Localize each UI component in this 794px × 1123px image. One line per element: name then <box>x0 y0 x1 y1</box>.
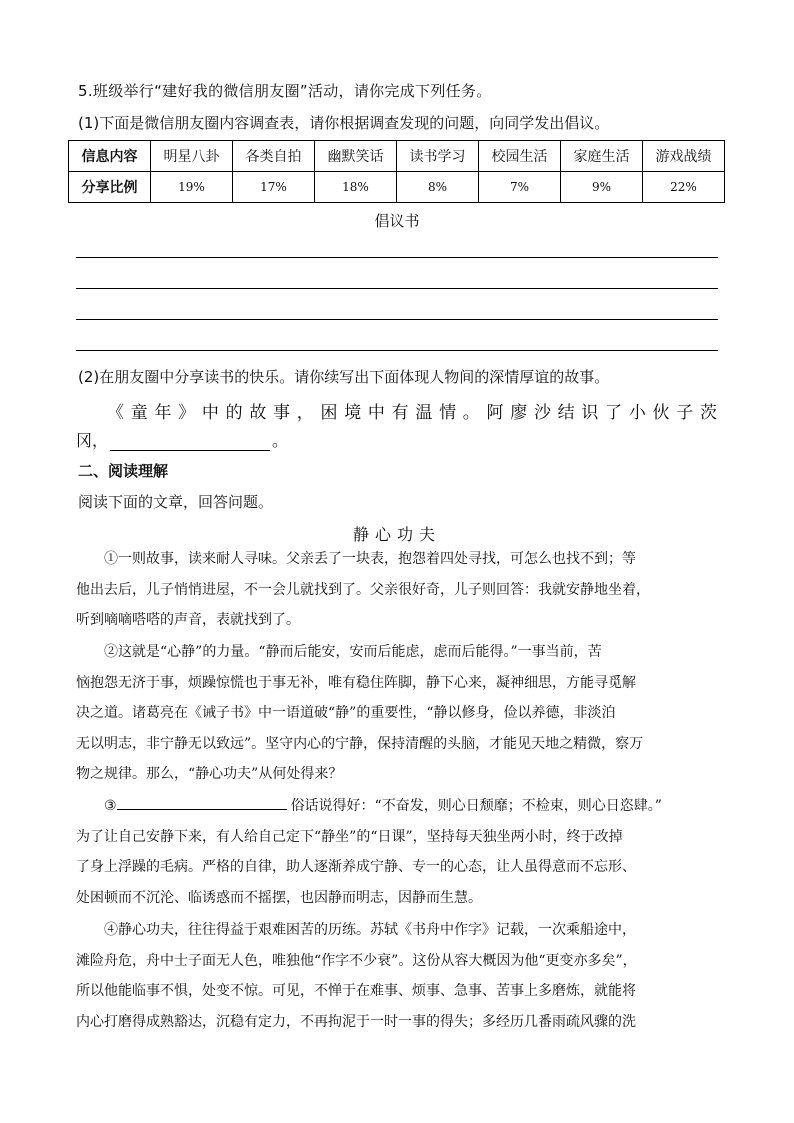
story-prompt-line: 《童年》中的故事，困境中有温情。阿廖沙结识了小伙子茨 <box>107 403 719 423</box>
table-cell-category: 游戏战绩 <box>643 141 725 172</box>
table-row-categories <box>69 141 725 172</box>
table-cell-ratio: 9% <box>561 172 643 203</box>
paragraph-line: 处困顿而不沉沦、临诱惑而不摇摆，也因静而明志，因静而生慧。 <box>76 889 482 906</box>
proposal-answer-line[interactable] <box>76 319 718 320</box>
paragraph-line: 了身上浮躁的毛病。严格的自律，助人逐渐养成宁静、专一的心态，让人虽得意而不忘形、 <box>76 859 636 875</box>
proposal-title: 倡议书 <box>374 212 420 230</box>
paragraph-text: 俗话说得好：“不奋发，则心日颓靡；不检束，则心日恣肆。” <box>290 798 662 814</box>
survey-table <box>68 140 725 203</box>
story-continuation-line <box>76 428 288 451</box>
table-cell-category: 读书学习 <box>397 141 479 172</box>
proposal-answer-line[interactable] <box>76 257 718 258</box>
proposal-answer-line[interactable] <box>76 288 718 289</box>
article-paragraph-3 <box>76 791 718 913</box>
table-cell-category: 家庭生活 <box>561 141 643 172</box>
story-answer-blank[interactable] <box>110 434 270 451</box>
story-line-prefix: 冈， <box>76 431 109 450</box>
row-header-content: 信息内容 <box>69 141 151 172</box>
question-5-title: 5.班级举行“建好我的微信朋友圈”活动，请你完成下列任务。 <box>78 82 492 100</box>
story-line-suffix: 。 <box>272 431 289 450</box>
question-5-part-1-prompt: (1)下面是微信朋友圈内容调查表，请你根据调查发现的问题，向同学发出倡议。 <box>78 114 610 132</box>
table-cell-ratio: 17% <box>233 172 315 203</box>
paragraph-line: 为了让自己安静下来，有人给自己定下“静坐”的“日课”，坚持每天独坐两小时，终于改掉 <box>76 828 623 845</box>
paragraph-line: 内心打磨得成熟豁达，沉稳有定力，不再拘泥于一时一事的得失；多经历几番雨疏风骤的洗 <box>76 1013 636 1030</box>
article-answer-blank[interactable] <box>117 795 287 810</box>
paragraph-number: ③ <box>104 798 117 814</box>
section-heading: 二、阅读理解 <box>78 462 169 480</box>
table-row-ratios <box>69 172 725 203</box>
table-cell-ratio: 19% <box>151 172 233 203</box>
table-cell-ratio: 18% <box>315 172 397 203</box>
section-instruction: 阅读下面的文章，回答问题。 <box>78 493 274 511</box>
table-cell-category: 幽默笑话 <box>315 141 397 172</box>
paragraph-line: 无以明志，非宁静无以致远”。坚守内心的宁静，保持清醒的头脑，才能见天地之精微，察万 <box>76 735 644 752</box>
table-cell-ratio: 8% <box>397 172 479 203</box>
paragraph-line: 决之道。诸葛亮在《诫子书》中一语道破“静”的重要性，“静以修身，俭以养德，非淡泊 <box>76 705 616 721</box>
paragraph-line: 听到嘀嘀嗒嗒的声音，表就找到了。 <box>76 612 300 628</box>
paragraph-line: ④静心功夫，往往得益于艰难困苦的历练。苏轼《书舟中作字》记载，一次乘船途中， <box>104 922 636 938</box>
paragraph-line: 恼抱怨无济于事，烦躁惊慌也于事无补，唯有稳住阵脚，静下心来，凝神细思，方能寻觅解 <box>76 674 636 691</box>
article-title: 静心功夫 <box>352 525 441 544</box>
paragraph-line: 物之规律。那么，“静心功夫”从何处得来？ <box>76 766 343 782</box>
paragraph-line: 所以他能临事不惧，处变不惊。可见，不惮于在难事、烦事、急事、苦事上多磨炼，就能将 <box>76 983 636 999</box>
paragraph-line: 他出去后，儿子悄悄进屋，不一会儿就找到了。父亲很好奇，儿子则回答：我就安静地坐着， <box>76 581 650 598</box>
proposal-answer-line[interactable] <box>76 350 718 351</box>
paragraph-line: 滩险舟危，舟中士子面无人色，唯独他“作字不少衰”。这份从容大概因为他“更变亦多矣”， <box>76 952 637 969</box>
table-cell-ratio: 7% <box>479 172 561 203</box>
article-paragraph-4 <box>76 915 718 1037</box>
table-cell-ratio: 22% <box>643 172 725 203</box>
paragraph-line <box>76 791 718 822</box>
table-cell-category: 各类自拍 <box>233 141 315 172</box>
article-paragraph-1 <box>76 544 718 636</box>
table-cell-category: 明星八卦 <box>151 141 233 172</box>
paragraph-line: ①一则故事，读来耐人寻味。父亲丢了一块表，抱怨着四处寻找，可怎么也找不到；等 <box>104 551 636 567</box>
article-paragraph-2 <box>76 637 718 790</box>
row-header-ratio: 分享比例 <box>69 172 151 203</box>
paragraph-line: ②这就是“心静”的力量。“静而后能安，安而后能虑，虑而后能得。”一事当前，苦 <box>104 644 602 660</box>
question-5-part-2-prompt: (2)在朋友圈中分享读书的快乐。请你续写出下面体现人物间的深情厚谊的故事。 <box>78 368 610 386</box>
table-cell-category: 校园生活 <box>479 141 561 172</box>
